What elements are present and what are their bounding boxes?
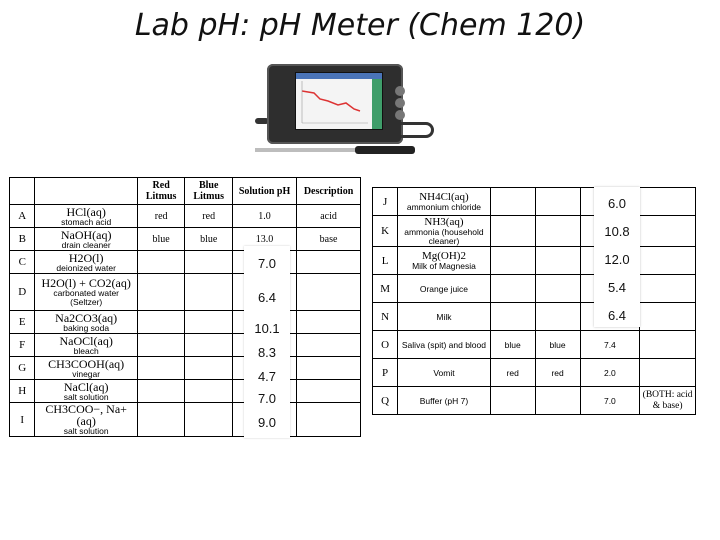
answer-m-ph: 5.4 bbox=[594, 280, 640, 295]
solution-cell bbox=[35, 380, 137, 403]
answer-k-ph: 10.8 bbox=[594, 224, 640, 239]
red-litmus-cell: blue bbox=[137, 228, 185, 251]
header-description: Description bbox=[297, 178, 361, 205]
solution-cell: Orange juice bbox=[398, 275, 491, 303]
ph-cell: 7.0 bbox=[580, 387, 640, 415]
ph-cell: 2.0 bbox=[580, 359, 640, 387]
row-label: O bbox=[373, 331, 398, 359]
blue-litmus-cell bbox=[185, 274, 233, 311]
ph-cell: 1.0 bbox=[232, 205, 296, 228]
formula: NH4Cl(aq) bbox=[419, 191, 469, 203]
header-blank bbox=[10, 178, 35, 205]
description-cell bbox=[640, 359, 696, 387]
titration-curve-icon bbox=[298, 79, 374, 129]
table-row bbox=[373, 303, 696, 331]
device-buttons bbox=[392, 84, 408, 124]
header-solution-ph: Solution pH bbox=[232, 178, 296, 205]
row-label: I bbox=[10, 403, 35, 437]
description-cell bbox=[640, 303, 696, 331]
solution-cell bbox=[35, 251, 137, 274]
row-label: J bbox=[373, 188, 398, 216]
description-cell bbox=[297, 403, 361, 437]
answer-f-ph: 8.3 bbox=[246, 345, 288, 360]
formula: H2O(l) bbox=[68, 250, 104, 265]
red-litmus-cell bbox=[490, 216, 535, 247]
description-cell: (BOTH: acid & base) bbox=[640, 387, 696, 415]
solution-cell bbox=[35, 334, 137, 357]
table-row bbox=[10, 403, 361, 437]
answer-j-ph: 6.0 bbox=[594, 196, 640, 211]
common-name: ammonia (household cleaner) bbox=[404, 227, 484, 246]
header-red-litmus: Red Litmus bbox=[137, 178, 185, 205]
common-name: bleach bbox=[73, 345, 99, 356]
table-row bbox=[373, 359, 696, 387]
solution-cell bbox=[35, 357, 137, 380]
formula: H2O(l) + CO2(aq) bbox=[41, 276, 131, 290]
ph-meter-image bbox=[255, 58, 435, 158]
table-row bbox=[373, 247, 696, 275]
red-litmus-cell bbox=[137, 334, 185, 357]
row-label: A bbox=[10, 205, 35, 228]
left-table-header-row bbox=[10, 178, 361, 205]
header-solution bbox=[35, 178, 137, 205]
blue-litmus-cell bbox=[185, 334, 233, 357]
solution-cell bbox=[398, 188, 491, 216]
common-name: salt solution bbox=[63, 426, 109, 436]
description-cell bbox=[640, 247, 696, 275]
row-label: B bbox=[10, 228, 35, 251]
header-blue-litmus: Blue Litmus bbox=[185, 178, 233, 205]
common-name: carbonated water (Seltzer) bbox=[53, 288, 120, 307]
solution-cell: Vomit bbox=[398, 359, 491, 387]
solution-cell bbox=[398, 216, 491, 247]
description-cell bbox=[297, 274, 361, 311]
description-cell bbox=[297, 311, 361, 334]
description-cell bbox=[297, 357, 361, 380]
formula: Na2CO3(aq) bbox=[55, 310, 118, 325]
row-label: H bbox=[10, 380, 35, 403]
formula: NaOCl(aq) bbox=[59, 333, 113, 348]
solution-cell bbox=[398, 247, 491, 275]
device-body bbox=[267, 64, 403, 144]
solution-cell: Milk bbox=[398, 303, 491, 331]
description-cell bbox=[640, 188, 696, 216]
common-name: stomach acid bbox=[61, 216, 112, 227]
device-screen bbox=[295, 72, 383, 130]
description-cell bbox=[640, 275, 696, 303]
red-litmus-cell: red bbox=[490, 359, 535, 387]
blue-litmus-cell: blue bbox=[535, 331, 580, 359]
row-label: D bbox=[10, 274, 35, 311]
blue-litmus-cell bbox=[535, 216, 580, 247]
blue-litmus-cell bbox=[185, 251, 233, 274]
red-litmus-cell bbox=[137, 311, 185, 334]
blue-litmus-cell bbox=[185, 357, 233, 380]
red-litmus-cell bbox=[490, 275, 535, 303]
red-litmus-cell: red bbox=[137, 205, 185, 228]
row-label: K bbox=[373, 216, 398, 247]
description-cell: acid bbox=[297, 205, 361, 228]
common-name: ammonium chloride bbox=[406, 202, 482, 212]
blue-litmus-cell bbox=[535, 275, 580, 303]
blue-litmus-cell bbox=[535, 247, 580, 275]
description-cell bbox=[640, 331, 696, 359]
blue-litmus-cell bbox=[535, 387, 580, 415]
row-label: G bbox=[10, 357, 35, 380]
blue-litmus-cell: red bbox=[535, 359, 580, 387]
solution-cell: Buffer (pH 7) bbox=[398, 387, 491, 415]
table-row bbox=[373, 188, 696, 216]
red-litmus-cell bbox=[137, 251, 185, 274]
table-row bbox=[373, 275, 696, 303]
row-label: C bbox=[10, 251, 35, 274]
common-name: Milk of Magnesia bbox=[412, 261, 476, 271]
device-screen-sidebar bbox=[372, 79, 382, 129]
row-label: Q bbox=[373, 387, 398, 415]
answer-c-ph: 7.0 bbox=[246, 256, 288, 271]
formula: HCl(aq) bbox=[66, 204, 106, 219]
blue-litmus-cell: blue bbox=[185, 228, 233, 251]
answer-i-ph: 9.0 bbox=[246, 415, 288, 430]
solution-cell bbox=[35, 228, 137, 251]
row-label: N bbox=[373, 303, 398, 331]
red-litmus-cell bbox=[137, 403, 185, 437]
ph-probe-handle bbox=[355, 146, 415, 154]
formula: NaCl(aq) bbox=[63, 379, 109, 394]
answer-l-ph: 12.0 bbox=[594, 252, 640, 267]
ph-cell: 7.4 bbox=[580, 331, 640, 359]
row-label: P bbox=[373, 359, 398, 387]
blue-litmus-cell bbox=[185, 380, 233, 403]
table-row bbox=[10, 334, 361, 357]
table-row bbox=[373, 216, 696, 247]
description-cell bbox=[297, 251, 361, 274]
table-row bbox=[10, 357, 361, 380]
right-solutions-table bbox=[372, 187, 696, 415]
table-row bbox=[10, 228, 361, 251]
solution-cell bbox=[35, 311, 137, 334]
common-name: drain cleaner bbox=[61, 239, 111, 250]
table-row bbox=[10, 274, 361, 311]
table-row bbox=[10, 251, 361, 274]
formula: CH3COO−, Na+(aq) bbox=[45, 402, 127, 428]
common-name: vinegar bbox=[72, 368, 101, 379]
red-litmus-cell bbox=[490, 188, 535, 216]
blue-litmus-cell: red bbox=[185, 205, 233, 228]
table-row bbox=[10, 380, 361, 403]
common-name: deionized water bbox=[56, 262, 116, 273]
table-row bbox=[373, 387, 696, 415]
answer-n-ph: 6.4 bbox=[594, 308, 640, 323]
red-litmus-cell bbox=[490, 247, 535, 275]
table-row bbox=[373, 331, 696, 359]
formula: NaOH(aq) bbox=[60, 227, 112, 242]
answer-g-ph: 4.7 bbox=[246, 369, 288, 384]
left-solutions-table bbox=[9, 177, 361, 437]
blue-litmus-cell bbox=[535, 303, 580, 331]
table-row bbox=[10, 311, 361, 334]
solution-cell bbox=[35, 403, 137, 437]
description-cell bbox=[297, 334, 361, 357]
left-answers-panel bbox=[244, 246, 290, 438]
blue-litmus-cell bbox=[185, 311, 233, 334]
answer-e-ph: 10.1 bbox=[246, 321, 288, 336]
table-row bbox=[10, 205, 361, 228]
ph-cell: 13.0 bbox=[232, 228, 296, 251]
device-cable-right bbox=[401, 122, 434, 138]
red-litmus-cell bbox=[137, 380, 185, 403]
blue-litmus-cell bbox=[185, 403, 233, 437]
answer-d-ph: 6.4 bbox=[246, 290, 288, 305]
row-label: F bbox=[10, 334, 35, 357]
blue-litmus-cell bbox=[535, 188, 580, 216]
description-cell bbox=[297, 380, 361, 403]
formula: CH3COOH(aq) bbox=[48, 356, 125, 371]
red-litmus-cell bbox=[137, 357, 185, 380]
red-litmus-cell bbox=[490, 387, 535, 415]
red-litmus-cell bbox=[137, 274, 185, 311]
solution-cell: Saliva (spit) and blood bbox=[398, 331, 491, 359]
solution-cell bbox=[35, 205, 137, 228]
row-label: M bbox=[373, 275, 398, 303]
row-label: E bbox=[10, 311, 35, 334]
answer-h-ph: 7.0 bbox=[246, 391, 288, 406]
description-cell: base bbox=[297, 228, 361, 251]
page-title: Lab pH: pH Meter (Chem 120) bbox=[134, 8, 586, 43]
formula: Mg(OH)2 bbox=[421, 250, 466, 262]
red-litmus-cell bbox=[490, 303, 535, 331]
description-cell bbox=[640, 216, 696, 247]
formula: NH3(aq) bbox=[424, 216, 464, 228]
row-label: L bbox=[373, 247, 398, 275]
red-litmus-cell: blue bbox=[490, 331, 535, 359]
solution-cell bbox=[35, 274, 137, 311]
common-name: baking soda bbox=[63, 322, 110, 333]
common-name: salt solution bbox=[63, 391, 109, 402]
